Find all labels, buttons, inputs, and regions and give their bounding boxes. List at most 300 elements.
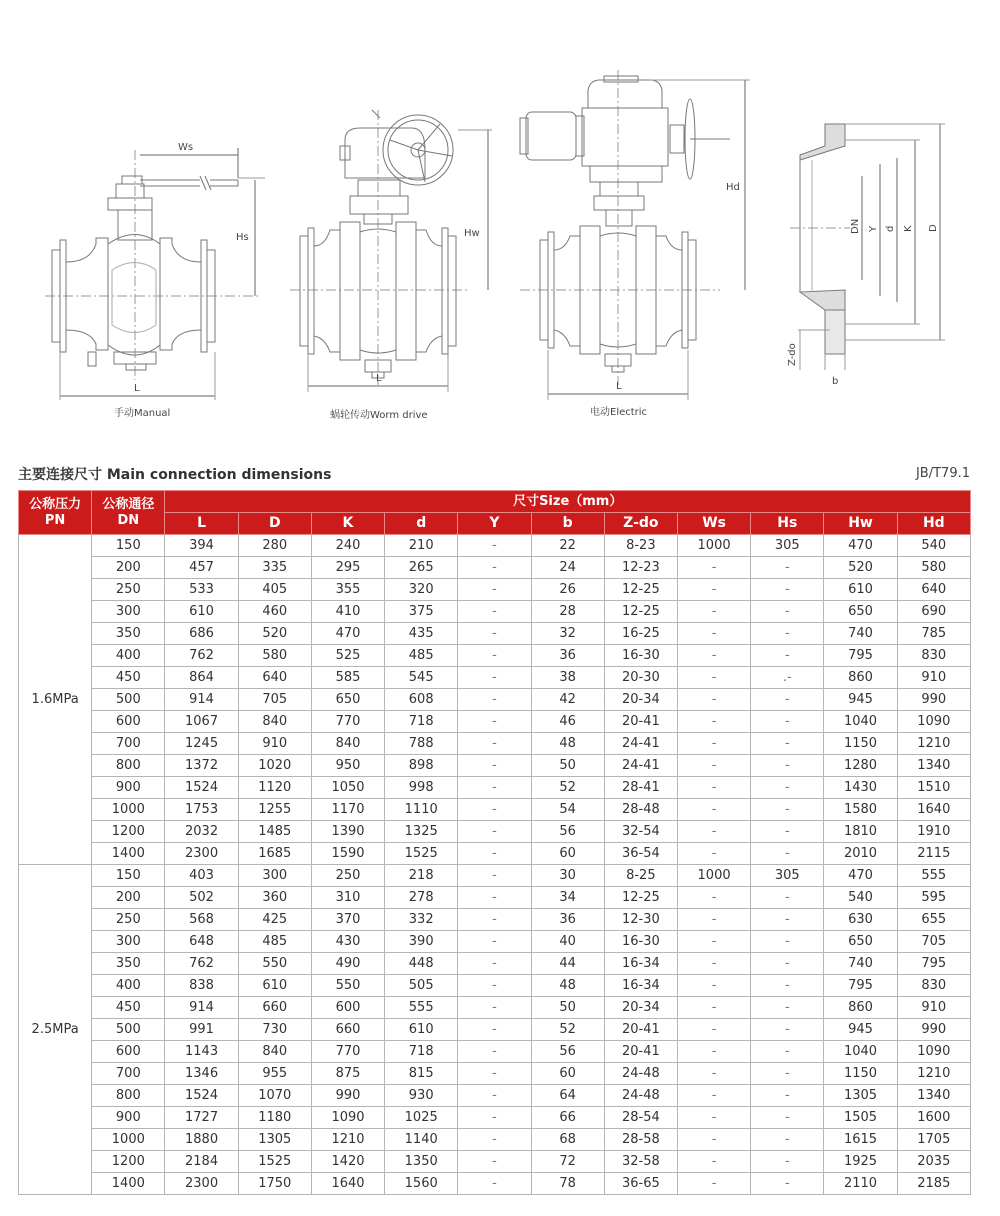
table-cell: 1346 [165,1063,238,1085]
table-cell: 457 [165,557,238,579]
table-cell: - [458,579,531,601]
header-pn [19,491,92,535]
table-row [19,667,971,689]
dn-cell: 700 [92,1063,165,1085]
table-cell: 1143 [165,1041,238,1063]
table-cell: 36-54 [604,843,677,865]
dn-cell: 600 [92,711,165,733]
table-cell: - [458,909,531,931]
dn-cell: 800 [92,1085,165,1107]
table-cell: 640 [897,579,970,601]
table-cell: 16-25 [604,623,677,645]
table-cell: 945 [824,1019,897,1041]
table-cell: 26 [531,579,604,601]
table-cell: 1925 [824,1151,897,1173]
table-row [19,997,971,1019]
table-cell: - [458,667,531,689]
table-body [19,535,971,1195]
table-cell: 50 [531,997,604,1019]
table-cell: 1150 [824,733,897,755]
pressure-cell: 1.6MPa [19,535,92,865]
table-cell: - [677,733,750,755]
table-cell: 815 [385,1063,458,1085]
table-cell: 1340 [897,755,970,777]
table-row [19,535,971,557]
table-cell: - [751,821,824,843]
table-cell: - [677,887,750,909]
table-cell: 64 [531,1085,604,1107]
table-cell: 28-48 [604,799,677,821]
table-cell: - [751,1173,824,1195]
dn-cell: 300 [92,601,165,623]
table-cell: 795 [897,953,970,975]
table-cell: 1090 [311,1107,384,1129]
header-size: 尺寸Size（mm） [165,491,971,513]
table-cell: - [677,1151,750,1173]
table-cell: 945 [824,689,897,711]
table-cell: 914 [165,997,238,1019]
table-cell: 2035 [897,1151,970,1173]
dn-cell: 250 [92,909,165,931]
table-cell: - [751,645,824,667]
table-cell: - [458,1063,531,1085]
table-cell: 910 [897,997,970,1019]
table-cell: 218 [385,865,458,887]
dim-label-hw: Hw [464,228,480,239]
table-row [19,887,971,909]
table-cell: 740 [824,623,897,645]
table-cell: 12-30 [604,909,677,931]
table-cell: 990 [311,1085,384,1107]
table-cell: 1420 [311,1151,384,1173]
table-cell: 470 [824,535,897,557]
dn-cell: 600 [92,1041,165,1063]
table-cell: - [677,931,750,953]
table-cell: 864 [165,667,238,689]
table-cell: 610 [165,601,238,623]
table-cell: 460 [238,601,311,623]
table-cell: - [458,997,531,1019]
table-cell: - [458,865,531,887]
table-row [19,557,971,579]
table-cell: 36 [531,909,604,931]
table-cell: - [458,557,531,579]
caption-electric: 电动Electric [590,407,648,418]
table-cell: - [677,1063,750,1085]
table-cell: - [458,535,531,557]
table-cell: 1615 [824,1129,897,1151]
section-title: 主要连接尺寸 Main connection dimensions [18,467,332,483]
table-cell: 875 [311,1063,384,1085]
table-cell: 40 [531,931,604,953]
table-cell: 485 [238,931,311,953]
dim-label-b: b [832,376,839,387]
dn-cell: 200 [92,887,165,909]
table-cell: 690 [897,601,970,623]
table-cell: 390 [385,931,458,953]
table-cell: 320 [385,579,458,601]
table-cell: 448 [385,953,458,975]
table-cell: - [458,975,531,997]
table-cell: 22 [531,535,604,557]
table-cell: - [751,1019,824,1041]
table-cell: 840 [311,733,384,755]
table-cell: 44 [531,953,604,975]
table-cell: 1753 [165,799,238,821]
table-cell: - [677,997,750,1019]
table-cell: - [751,909,824,931]
table-cell: 54 [531,799,604,821]
table-cell: 56 [531,1041,604,1063]
table-cell: 20-41 [604,711,677,733]
table-cell: 20-41 [604,1041,677,1063]
dn-cell: 450 [92,997,165,1019]
table-cell: 660 [311,1019,384,1041]
worm-drive-valve-drawing [290,110,492,392]
table-cell: 1210 [897,1063,970,1085]
dim-label-hs: Hs [236,232,249,243]
table-cell: 640 [238,667,311,689]
column-header: b [531,513,604,535]
table-cell: 28-41 [604,777,677,799]
electric-valve-drawing [520,70,750,400]
table-cell: 485 [385,645,458,667]
table-cell: 300 [238,865,311,887]
table-cell: 568 [165,909,238,931]
standard-code: JB/T79.1 [915,466,970,481]
table-cell: 1372 [165,755,238,777]
table-cell: 648 [165,931,238,953]
table-cell: 762 [165,645,238,667]
table-cell: 1000 [677,535,750,557]
dn-cell: 900 [92,1107,165,1129]
table-cell: - [677,711,750,733]
table-cell: 360 [238,887,311,909]
table-cell: 1210 [897,733,970,755]
table-cell: 1525 [385,843,458,865]
table-cell: 955 [238,1063,311,1085]
caption-manual: 手动Manual [114,408,171,419]
table-cell: - [751,1085,824,1107]
table-cell: 630 [824,909,897,931]
table-cell: - [677,557,750,579]
table-cell: 705 [897,931,970,953]
column-header: D [238,513,311,535]
table-cell: 520 [238,623,311,645]
table-cell: 20-41 [604,1019,677,1041]
column-header: Y [458,513,531,535]
dn-cell: 800 [92,755,165,777]
table-cell: - [677,601,750,623]
table-cell: - [458,733,531,755]
table-cell: 52 [531,777,604,799]
table-cell: 12-23 [604,557,677,579]
table-row [19,865,971,887]
table-cell: - [677,909,750,931]
table-cell: 1810 [824,821,897,843]
table-cell: 490 [311,953,384,975]
table-cell: - [677,755,750,777]
table-cell: - [677,645,750,667]
table-cell: 838 [165,975,238,997]
dn-cell: 1200 [92,821,165,843]
dn-cell: 400 [92,975,165,997]
table-cell: 990 [897,689,970,711]
table-cell: 610 [824,579,897,601]
table-cell: 48 [531,733,604,755]
column-header: L [165,513,238,535]
technical-drawings [0,0,1000,440]
table-cell: - [751,997,824,1019]
table-cell: - [751,1063,824,1085]
table-cell: 16-30 [604,931,677,953]
table-cell: - [677,1129,750,1151]
table-cell: 585 [311,667,384,689]
table-cell: - [458,623,531,645]
table-cell: - [677,799,750,821]
table-cell: 991 [165,1019,238,1041]
table-cell: - [751,601,824,623]
table-cell: 2300 [165,1173,238,1195]
table-cell: 1640 [897,799,970,821]
dn-cell: 400 [92,645,165,667]
header-dn-cn: 公称通径 [102,496,155,512]
table-cell: 1090 [897,711,970,733]
table-cell: - [751,887,824,909]
table-cell: 2300 [165,843,238,865]
table-cell: 16-30 [604,645,677,667]
table-row [19,579,971,601]
table-row [19,755,971,777]
table-cell: 295 [311,557,384,579]
table-cell: 470 [824,865,897,887]
table-cell: - [458,1173,531,1195]
dn-cell: 1200 [92,1151,165,1173]
table-cell: 305 [751,865,824,887]
table-cell: 914 [165,689,238,711]
table-cell: 600 [311,997,384,1019]
table-cell: - [458,645,531,667]
table-cell: 650 [824,601,897,623]
table-cell: 550 [238,953,311,975]
dim-label-l-manual: L [134,383,140,394]
table-cell: 718 [385,1041,458,1063]
table-cell: 24 [531,557,604,579]
table-cell: 68 [531,1129,604,1151]
table-row [19,799,971,821]
table-cell: - [677,777,750,799]
table-cell: 650 [311,689,384,711]
table-cell: - [751,777,824,799]
table-cell: 595 [897,887,970,909]
table-cell: 42 [531,689,604,711]
flange-section-drawing [790,124,945,370]
table-cell: 12-25 [604,887,677,909]
table-cell: 280 [238,535,311,557]
caption-worm-drive: 蜗轮传动Worm drive [330,410,428,421]
valve-drawings-svg [0,0,1000,440]
table-cell: 66 [531,1107,604,1129]
table-cell: 1390 [311,821,384,843]
table-cell: 430 [311,931,384,953]
table-cell: 1090 [897,1041,970,1063]
table-cell: 1485 [238,821,311,843]
table-cell: 1305 [238,1129,311,1151]
table-cell: 1025 [385,1107,458,1129]
table-cell: - [677,843,750,865]
table-cell: 1245 [165,733,238,755]
table-cell: 1150 [824,1063,897,1085]
table-cell: 555 [385,997,458,1019]
table-cell: - [751,1107,824,1129]
table-cell: 1120 [238,777,311,799]
table-cell: 580 [897,557,970,579]
table-row [19,975,971,997]
table-cell: 1524 [165,777,238,799]
dn-cell: 350 [92,953,165,975]
table-cell: - [677,1107,750,1129]
table-cell: - [458,821,531,843]
table-cell: 860 [824,667,897,689]
table-cell: 1325 [385,821,458,843]
table-cell: 998 [385,777,458,799]
table-cell: - [677,1041,750,1063]
table-cell: 335 [238,557,311,579]
table-cell: 1180 [238,1107,311,1129]
table-cell: 60 [531,1063,604,1085]
table-cell: - [751,843,824,865]
table-cell: - [458,887,531,909]
table-cell: - [458,777,531,799]
table-cell: - [751,557,824,579]
table-row [19,821,971,843]
dn-cell: 1000 [92,1129,165,1151]
table-cell: .- [751,667,824,689]
table-cell: 686 [165,623,238,645]
table-cell: 655 [897,909,970,931]
table-cell: 610 [385,1019,458,1041]
table-cell: 24-41 [604,733,677,755]
table-cell: 32 [531,623,604,645]
table-cell: - [677,623,750,645]
table-cell: 410 [311,601,384,623]
table-cell: 1750 [238,1173,311,1195]
header-pn-cn: 公称压力 [29,496,82,512]
table-cell: 898 [385,755,458,777]
table-cell: 1350 [385,1151,458,1173]
table-cell: - [458,799,531,821]
pressure-cell: 2.5MPa [19,865,92,1195]
table-cell: 240 [311,535,384,557]
table-row [19,623,971,645]
table-cell: 8-23 [604,535,677,557]
table-cell: 28-58 [604,1129,677,1151]
table-cell: 1590 [311,843,384,865]
table-row [19,1019,971,1041]
table-cell: - [751,755,824,777]
table-cell: - [458,711,531,733]
table-cell: 210 [385,535,458,557]
table-row [19,1151,971,1173]
table-cell: 370 [311,909,384,931]
table-cell: - [751,733,824,755]
table-cell: 705 [238,689,311,711]
table-cell: 795 [824,975,897,997]
table-cell: 830 [897,975,970,997]
table-cell: 740 [824,953,897,975]
table-cell: 545 [385,667,458,689]
table-cell: 1040 [824,1041,897,1063]
table-cell: 505 [385,975,458,997]
table-cell: 520 [824,557,897,579]
dim-label-y: Y [868,225,879,232]
table-cell: 2032 [165,821,238,843]
table-cell: 310 [311,887,384,909]
table-cell: 1020 [238,755,311,777]
table-cell: 305 [751,535,824,557]
table-cell: 930 [385,1085,458,1107]
table-cell: - [677,667,750,689]
table-cell: - [458,953,531,975]
table-row [19,601,971,623]
table-cell: 1050 [311,777,384,799]
table-cell: 8-25 [604,865,677,887]
table-cell: 1000 [677,865,750,887]
table-cell: 24-48 [604,1063,677,1085]
table-cell: 48 [531,975,604,997]
table-cell: 830 [897,645,970,667]
table-cell: - [458,689,531,711]
table-cell: - [751,975,824,997]
table-cell: 1110 [385,799,458,821]
table-cell: 36-65 [604,1173,677,1195]
table-cell: 1280 [824,755,897,777]
dn-cell: 250 [92,579,165,601]
table-cell: 28-54 [604,1107,677,1129]
table-header [19,491,971,535]
dn-cell: 350 [92,623,165,645]
table-cell: 1430 [824,777,897,799]
table-cell: 540 [824,887,897,909]
table-cell: 1067 [165,711,238,733]
table-row [19,1085,971,1107]
table-row [19,1041,971,1063]
manual-valve-drawing [45,148,265,400]
table-cell: 840 [238,1041,311,1063]
table-cell: 1525 [238,1151,311,1173]
table-cell: 435 [385,623,458,645]
table-cell: 20-30 [604,667,677,689]
table-cell: 278 [385,887,458,909]
dn-cell: 150 [92,865,165,887]
table-cell: 2115 [897,843,970,865]
dim-label-k: K [903,225,914,232]
header-dn-en: DN [117,512,140,528]
table-cell: 1210 [311,1129,384,1151]
table-cell: 32-58 [604,1151,677,1173]
dim-label-d-large: D [928,224,939,232]
table-cell: 1305 [824,1085,897,1107]
table-cell: 650 [824,931,897,953]
table-cell: - [458,1085,531,1107]
table-cell: 788 [385,733,458,755]
table-cell: 860 [824,997,897,1019]
table-cell: 1070 [238,1085,311,1107]
table-cell: 2110 [824,1173,897,1195]
table-cell: 580 [238,645,311,667]
table-cell: 1727 [165,1107,238,1129]
dn-cell: 1400 [92,843,165,865]
